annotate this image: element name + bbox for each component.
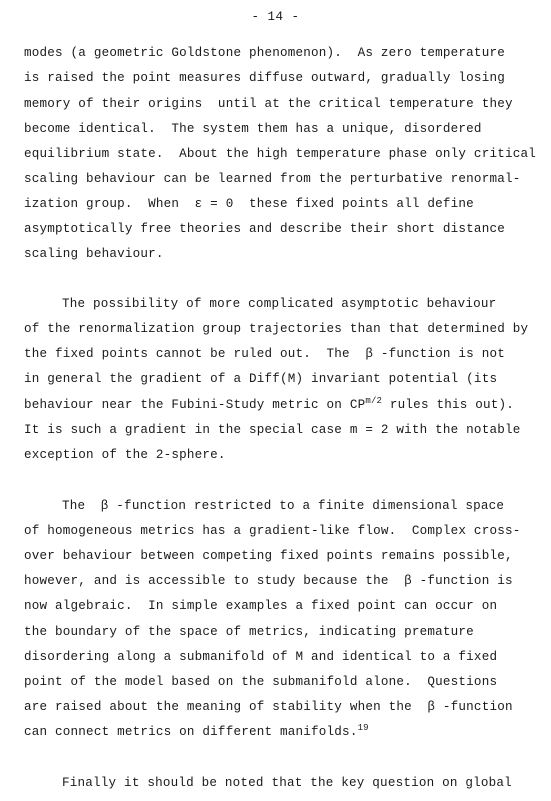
paragraph-1-line-5: equilibrium state. About the high temperature phase only critical bbox=[24, 147, 536, 161]
paragraph-3-line-4: however, and is accessible to study because the β -function is bbox=[24, 574, 513, 588]
paragraph-1-line-3: memory of their origins until at the critical temperature they bbox=[24, 97, 513, 111]
rules-this-out-text: rules this out). bbox=[382, 398, 515, 412]
manifolds-text: can connect metrics on different manifolds. bbox=[24, 725, 358, 739]
paragraph-1-line-6: scaling behaviour can be learned from the perturbative renormal- bbox=[24, 172, 521, 186]
paragraph-2-line-1: The possibility of more complicated asymptotic behaviour bbox=[62, 297, 497, 311]
paragraph-3-line-5: now algebraic. In simple examples a fixed point can occur on bbox=[24, 599, 498, 613]
paragraph-4-line-1: Finally it should be noted that the key question on global bbox=[62, 776, 512, 790]
paragraph-2-line-2: of the renormalization group trajectories than that determined by bbox=[24, 322, 529, 336]
paragraph-2-line-7: exception of the 2-sphere. bbox=[24, 448, 226, 462]
paragraph-2-line-5 bbox=[24, 397, 514, 414]
superscript-m2: m/2 bbox=[365, 396, 383, 406]
fubini-study-text: behaviour near the Fubini-Study metric on CP bbox=[24, 398, 366, 412]
paragraph-1-line-1: modes (a geometric Goldstone phenomenon). As zero temperature bbox=[24, 46, 505, 60]
paragraph-3-line-2: of homogeneous metrics has a gradient-like flow. Complex cross- bbox=[24, 524, 521, 538]
paragraph-1-line-7: ization group. When ε = 0 these fixed points all define bbox=[24, 197, 474, 211]
paragraph-1-line-2: is raised the point measures diffuse outward, gradually losing bbox=[24, 71, 505, 85]
paragraph-3-line-9: are raised about the meaning of stability when the β -function bbox=[24, 700, 513, 714]
page-number: - 14 - bbox=[251, 10, 300, 24]
paragraph-3-line-6: the boundary of the space of metrics, indicating premature bbox=[24, 625, 474, 639]
paragraph-3-line-1: The β -function restricted to a finite dimensional space bbox=[62, 499, 505, 513]
paragraph-2-line-3: the fixed points cannot be ruled out. The β -function is not bbox=[24, 347, 505, 361]
paragraph-3-line-3: over behaviour between competing fixed points remains possible, bbox=[24, 549, 513, 563]
footnote-marker: 19 bbox=[357, 723, 369, 733]
paragraph-2-line-4: in general the gradient of a Diff(M) invariant potential (its bbox=[24, 372, 498, 386]
paragraph-1-line-9: scaling behaviour. bbox=[24, 247, 164, 261]
paragraph-3-line-10 bbox=[24, 724, 369, 741]
paragraph-3-line-7: disordering along a submanifold of M and identical to a fixed bbox=[24, 650, 498, 664]
paragraph-3-line-8: point of the model based on the submanifold alone. Questions bbox=[24, 675, 498, 689]
paragraph-2-line-6: It is such a gradient in the special case m = 2 with the notable bbox=[24, 423, 521, 437]
paragraph-1-line-4: become identical. The system them has a unique, disordered bbox=[24, 122, 482, 136]
paragraph-1-line-8: asymptotically free theories and describe their short distance bbox=[24, 222, 505, 236]
